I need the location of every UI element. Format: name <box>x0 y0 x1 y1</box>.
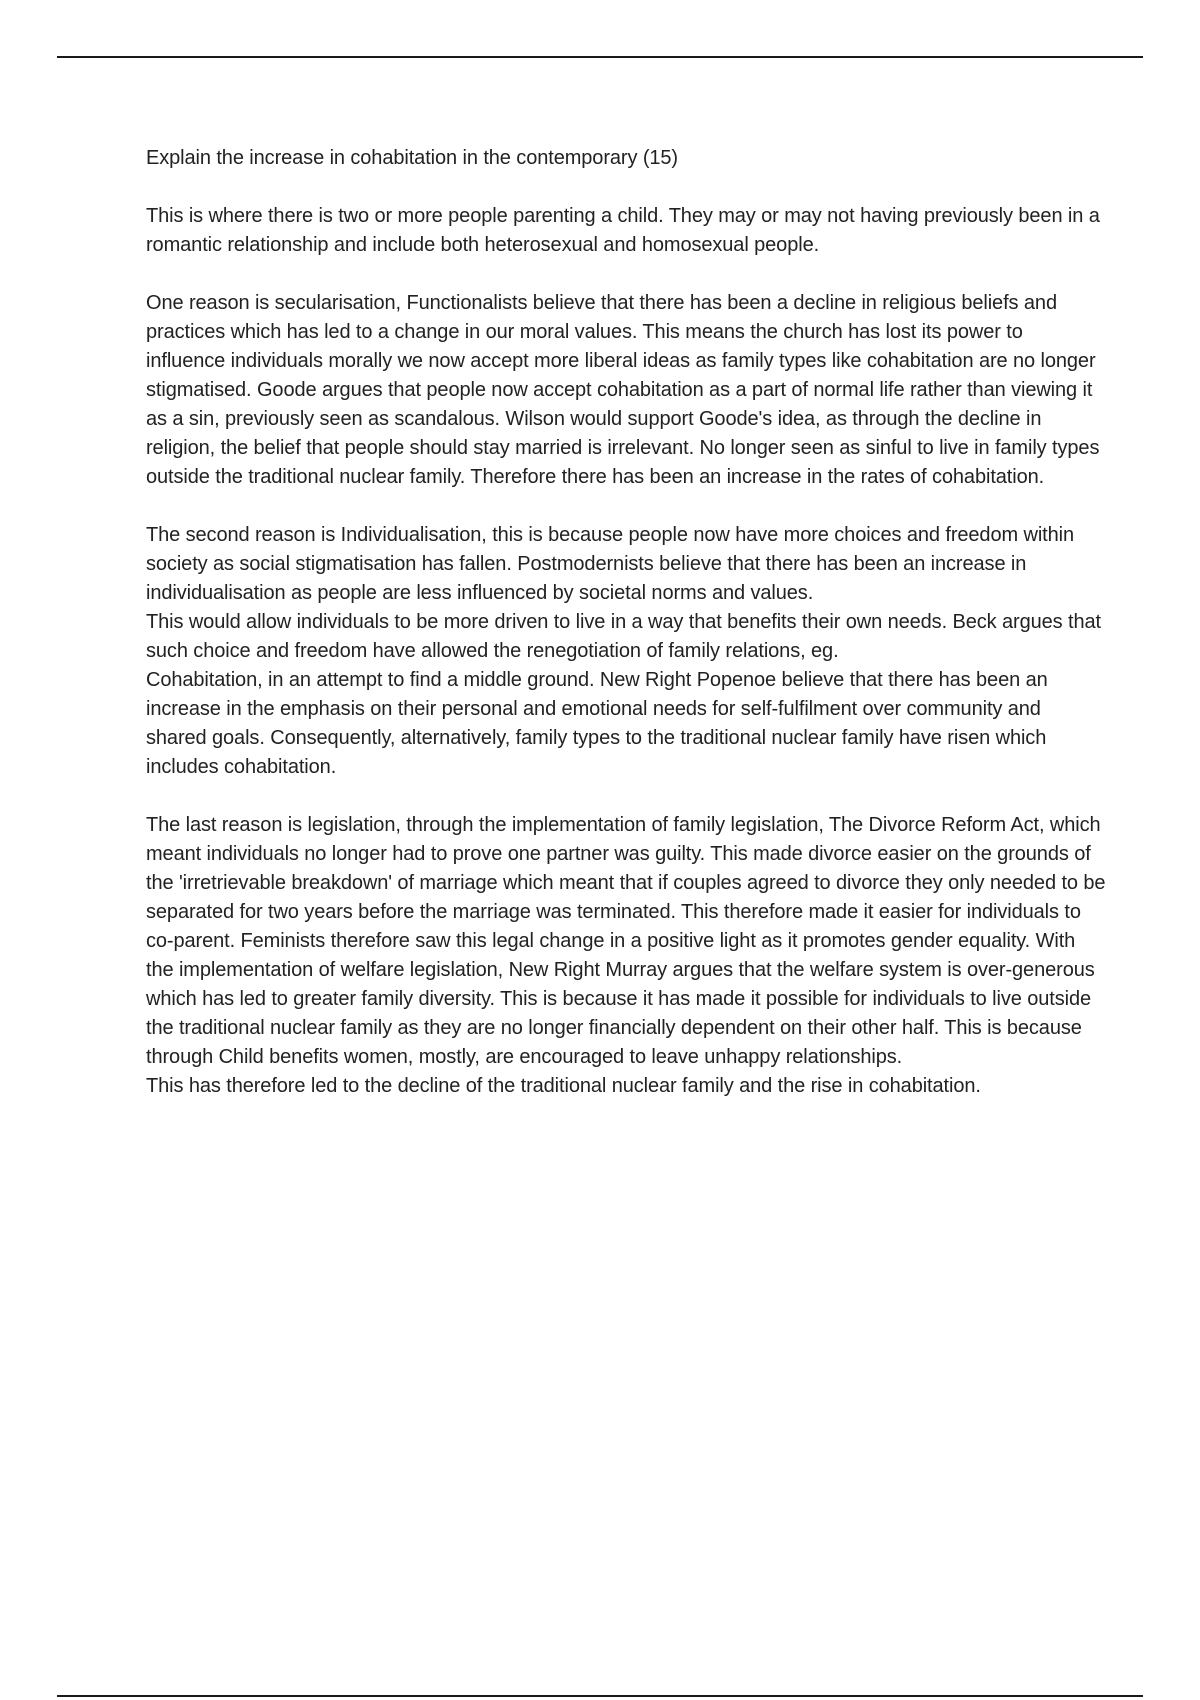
paragraph-definition: This is where there is two or more people parenting a child. They may or may not having previously been in a romantic relationship and include both heterosexual and homosexual people. <box>146 205 1100 256</box>
paragraph-individualisation: The second reason is Individualisation, this is because people now have more choices and freedom within society as social stigmatisation has fallen. Postmodernists believe that there has been an increase in individualisation as people are less influenced by societal norms and values. <box>146 524 1075 604</box>
essay-body <box>146 144 1106 1101</box>
bottom-divider <box>57 1695 1143 1697</box>
paragraph-individual-needs: This would allow individuals to be more driven to live in a way that benefits their own needs. Beck argues that such choice and freedom have allowed the renegotiation of family relations, eg. <box>146 611 1101 662</box>
paragraph-popenoe: Cohabitation, in an attempt to find a middle ground. New Right Popenoe believe that there has been an increase in the emphasis on their personal and emotional needs for self-fulfilment over community and shared goals. Consequently, alternatively, family types to the traditional nuclear family have risen which includes cohabitation. <box>146 669 1048 778</box>
paragraph-conclusion: This has therefore led to the decline of the traditional nuclear family and the rise in cohabitation. <box>146 1075 981 1097</box>
top-divider <box>57 56 1143 58</box>
paragraph-legislation: The last reason is legislation, through the implementation of family legislation, The Divorce Reform Act, which meant individuals no longer had to prove one partner was guilty. This made divorce easier on the grounds of the 'irretrievable breakdown' of marriage which meant that if couples agreed to divorce they only needed to be separated for two years before the marriage was terminated. This therefore made it easier for individuals to co-parent. Feminists therefore saw this legal change in a positive light as it promotes gender equality. With the implementation of welfare legislation, New Right Murray argues that the welfare system is over-generous which has led to greater family diversity. This is because it has made it possible for individuals to live outside the traditional nuclear family as they are no longer financially dependent on their other half. This is because through Child benefits women, mostly, are encouraged to leave unhappy relationships. <box>146 814 1106 1068</box>
paragraph-secularisation: One reason is secularisation, Functionalists believe that there has been a decline in religious beliefs and practices which has led to a change in our moral values. This means the church has lost its power to influence individuals morally we now accept more liberal ideas as family types like cohabitation are no longer stigmatised. Goode argues that people now accept cohabitation as a part of normal life rather than viewing it as a sin, previously seen as scandalous. Wilson would support Goode's idea, as through the decline in religion, the belief that people should stay married is irrelevant. No longer seen as sinful to live in family types outside the traditional nuclear family. Therefore there has been an increase in the rates of cohabitation. <box>146 292 1100 488</box>
essay-question: Explain the increase in cohabitation in the contemporary (15) <box>146 147 678 169</box>
